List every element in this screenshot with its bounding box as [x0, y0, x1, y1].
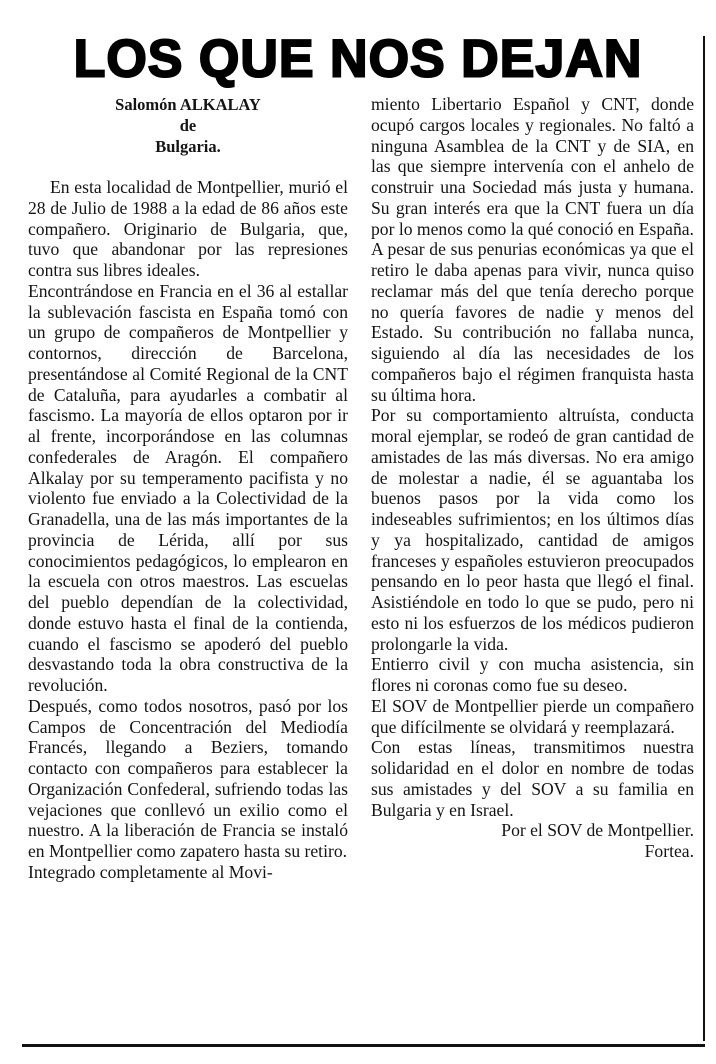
paragraph: Después, como todos nosotros, pasó por los Campos de Concentración del Mediodía Francés, llegando a Beziers, tomando contacto con compañeros para establecer la Organización Confederal, sufriendo todas las vejaciones que conllevó un exilio como el nuestro. A la liberación de Francia se instaló en Montpellier como zapatero hasta su retiro. [28, 695, 348, 861]
paragraph: Encontrándose en Francia en el 36 al estallar la sublevación fascista en España tomó con un grupo de compañeros de Montpellier y contornos, dirección de Barcelona, presentándose al Comité Regional de la CNT de Cataluña, para ayudarles a combatir al fascismo. La mayoría de ellos optaron por ir al frente, incorporándose en las columnas confederales de Aragón. El compañero Alkalay por su temperamento pacifista y no violento fue enviado a la Colectividad de la Granadella, una de las más importantes de la provincia de Lérida, allí por sus conocimientos pedagógicos, lo emplearon en la escuela con otros maestros. Las escuelas del pueblo dependían de la colectividad, donde estuvo hasta el final de la contienda, cuando el fascismo se apoderó del pueblo desvastando toda la obra constructiva de la revolución. [28, 280, 348, 695]
byline [28, 94, 348, 157]
paragraph: En esta localidad de Montpellier, murió el 28 de Julio de 1988 a la edad de 86 años este compañero. Originario de Bulgaria, que, tuvo que abandonar por las represiones contra sus libres ideales. [28, 177, 348, 280]
paragraph-continued: Integrado completamente al Movi- [28, 861, 273, 882]
bottom-border-rule [22, 1044, 705, 1047]
paragraph: Con estas líneas, transmitimos nuestra solidaridad en el dolor en nombre de todas sus amistades y del SOV a su familia en Bulgaria y en Israel. [371, 737, 694, 820]
paragraph-continuation: miento Libertario Español y CNT, donde ocupó cargos locales y regionales. No faltó a ninguna Asamblea de la CNT y de SIA, en las que siempre intervenía con el anhelo de construir una Sociedad más justa y humana. Su gran interés era que la CNT fuera un día por lo menos como la qué conoció en España. [371, 94, 694, 239]
left-column [28, 94, 348, 883]
byline-connector: de [179, 116, 197, 135]
byline-name: Salomón ALKALAY [115, 95, 261, 114]
paragraph: Entierro civil y con mucha asistencia, sin flores ni coronas como fue su deseo. [371, 654, 694, 695]
byline-place: Bulgaria. [155, 137, 221, 156]
paragraph: Por su comportamiento altruísta, conducta moral ejemplar, se rodeó de gran cantidad de amistades de las más diversas. No era amigo de molestar a nadie, él se aguantaba los buenos pasos por la vida como los indeseables sufrimientos; en los últimos días y ya hospitalizado, cantidad de amigos franceses y españoles estuvieron preocupados pensando en lo peor hasta que llegó el final. Asistiéndole en todo lo que se pudo, pero ni esto ni los esfuerzos de los médicos pudieron prolongarle la vida. [371, 405, 694, 654]
right-border-rule [703, 36, 705, 1041]
paragraph: A pesar de sus penurias económicas ya que el retiro le daba apenas para vivir, nunca quiso reclamar más del que tenía derecho porque no quería favores de nadie y menos del Estado. Su contribución no fallaba nunca, siguiendo al día las necesidades de los compañeros bajo el régimen franquista hasta su última hora. [371, 239, 694, 405]
right-column [371, 94, 694, 862]
signature-author: Fortea. [644, 841, 694, 861]
signature-organization: Por el SOV de Montpellier. [501, 820, 694, 841]
article-title: LOS QUE NOS DEJAN [73, 29, 643, 89]
paragraph: El SOV de Montpellier pierde un compañero que difícilmente se olvidará y reemplazará. [371, 695, 694, 737]
